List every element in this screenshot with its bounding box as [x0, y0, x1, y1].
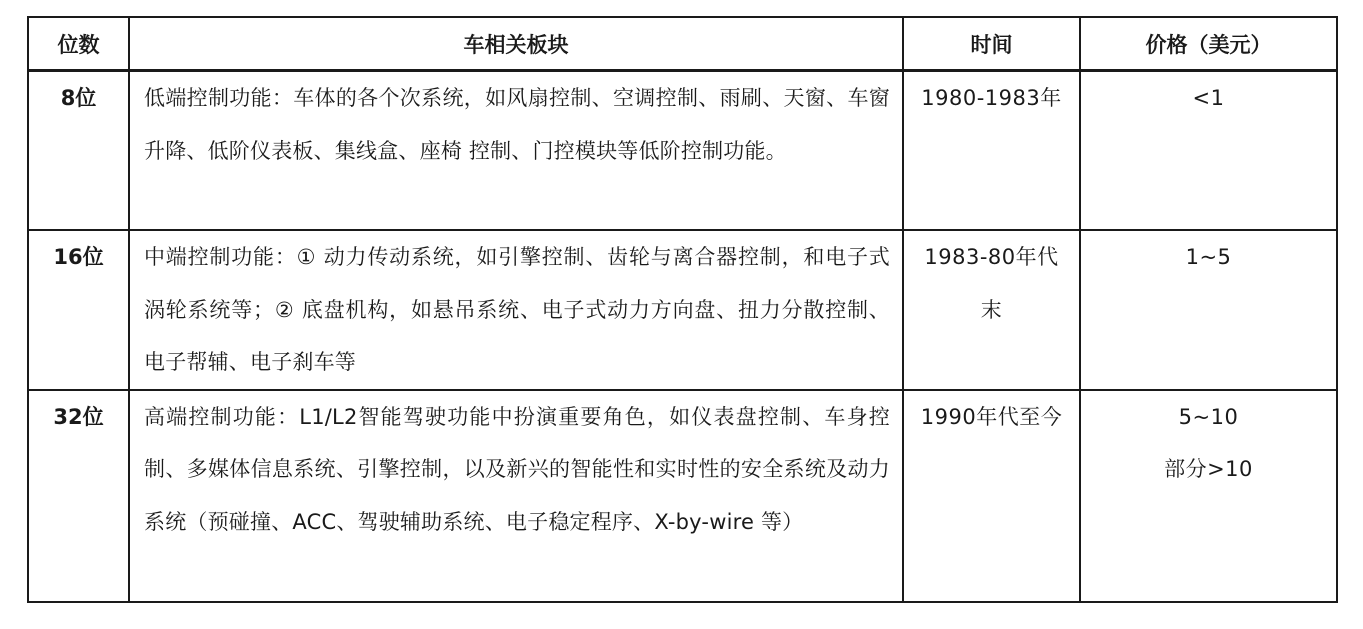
cell-price [1080, 71, 1337, 231]
cell-time: 1983-80年代末 [903, 230, 1080, 390]
cell-bits: 32位 [28, 390, 129, 602]
header-bits: 位数 [28, 17, 129, 71]
header-time: 时间 [903, 17, 1080, 71]
table-header-row [28, 17, 1337, 71]
cell-description: 低端控制功能：车体的各个次系统，如风扇控制、空调控制、雨刷、天窗、车窗升降、低阶仪表板、集线盒、座椅 控制、门控模块等低阶控制功能。 [129, 71, 903, 231]
header-price: 价格（美元） [1080, 17, 1337, 71]
price-line: 1~5 [1185, 245, 1232, 269]
mcu-table [27, 16, 1338, 603]
mcu-table-container [27, 16, 1336, 603]
price-line: 5~10 [1178, 404, 1239, 429]
cell-bits: 16位 [28, 230, 129, 390]
cell-time: 1990年代至今 [903, 390, 1080, 602]
table-row [28, 390, 1337, 602]
header-module: 车相关板块 [129, 17, 903, 71]
cell-time: 1980-1983年 [903, 71, 1080, 231]
cell-price [1080, 390, 1337, 602]
table-row [28, 71, 1337, 231]
cell-price [1080, 230, 1337, 390]
price-line: 部分>10 [1164, 457, 1253, 481]
cell-description: 中端控制功能：① 动力传动系统，如引擎控制、齿轮与离合器控制，和电子式涡轮系统等；② 底盘机构，如悬吊系统、电子式动力方向盘、扭力分散控制、电子帮辅、电子刹车等 [129, 230, 903, 390]
cell-description: 高端控制功能：L1/L2智能驾驶功能中扮演重要角色，如仪表盘控制、车身控制、多媒体信息系统、引擎控制，以及新兴的智能性和实时性的安全系统及动力系统（预碰撞、ACC、驾驶辅助系统、电子稳定程序、X-by-wire 等） [129, 390, 903, 602]
price-line: <1 [1192, 86, 1225, 110]
table-row [28, 230, 1337, 390]
cell-bits: 8位 [28, 71, 129, 231]
